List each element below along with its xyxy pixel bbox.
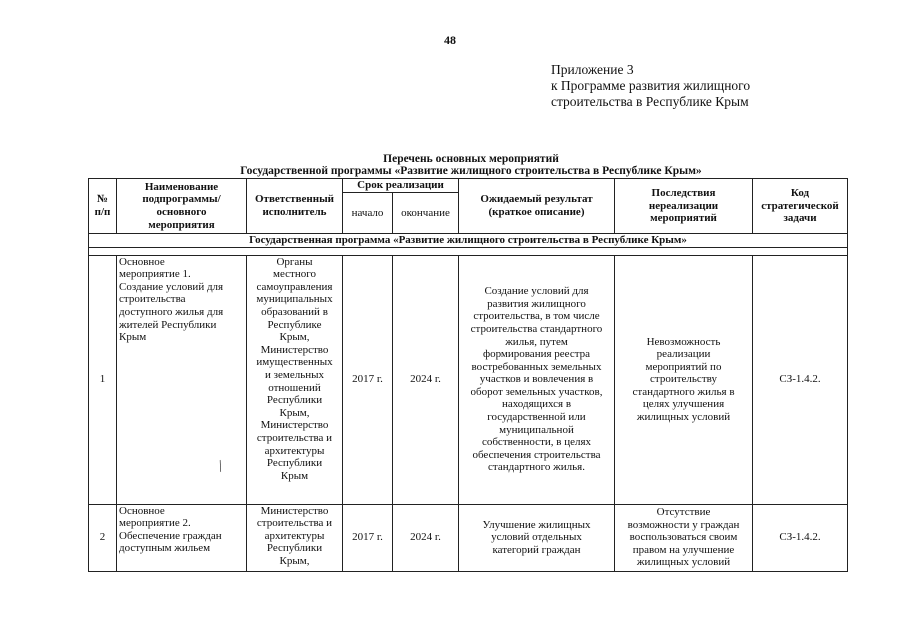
cell-line: и земельных <box>265 368 324 381</box>
cell-line: категорий граждан <box>492 543 581 556</box>
cell-line: Создание условий для <box>484 285 589 298</box>
cell-line: Крым, <box>279 406 310 419</box>
table-row <box>89 504 848 571</box>
cell-line: условий отдельных <box>491 531 582 544</box>
cell-line: жилищных условий <box>636 411 731 424</box>
row-result <box>459 255 615 504</box>
table-row <box>89 255 848 504</box>
section-title: Государственная программа «Развитие жилищного строительства в Республике Крым» <box>89 234 848 248</box>
cell-line: самоуправления <box>256 280 333 293</box>
header-num <box>89 179 117 234</box>
row-consequences <box>615 504 753 571</box>
header-period: Срок реализации <box>343 179 459 193</box>
row-consequences <box>615 255 753 504</box>
cell-line: задачи <box>783 212 817 225</box>
cell-line: Ответственный <box>254 193 335 206</box>
cell-line: Крым, <box>279 554 310 567</box>
cell-line: находящихся в <box>501 398 572 411</box>
cell-line: мероприятий по <box>645 360 722 373</box>
title-line-1: Перечень основных мероприятий <box>383 153 559 165</box>
row-num: 2 <box>89 504 117 571</box>
cell-line: Республики <box>266 394 323 407</box>
cell-line: Крым, <box>279 331 310 344</box>
row-start: 2017 г. <box>343 255 393 504</box>
cell-line: стратегической <box>761 199 839 212</box>
cell-line: Улучшение жилищных <box>482 518 591 531</box>
cell-line: основного <box>156 206 207 218</box>
cell-line: Основное <box>119 255 165 268</box>
cell-line: Код <box>790 187 810 200</box>
cell-line: обеспечения строительства <box>472 448 601 461</box>
cell-line: государственной или <box>487 411 586 424</box>
cell-line: участков и вовлечения в <box>479 373 594 386</box>
cell-line: п/п <box>94 206 111 218</box>
row-result <box>459 504 615 571</box>
cell-line: подпрограммы/ <box>142 193 221 206</box>
cell-line: исполнитель <box>262 206 327 218</box>
cell-line: доступным жильем <box>119 542 211 555</box>
cell-line: муниципальной <box>499 423 574 436</box>
header-end: окончание <box>393 193 459 234</box>
cell-line: Министерство <box>260 419 329 432</box>
row-end: 2024 г. <box>393 255 459 504</box>
cell-line: строительства, в том числе <box>473 310 600 323</box>
cell-line: востребованных земельных <box>471 360 602 373</box>
cell-line: Республики <box>266 542 323 555</box>
header-consequences <box>615 179 753 234</box>
cell-line: реализации <box>656 348 711 361</box>
cell-line: архитектуры <box>264 444 325 457</box>
cell-line: Республике <box>267 318 322 331</box>
header-executor <box>247 179 343 234</box>
cell-line: местного <box>273 268 316 281</box>
title-line-2: Государственной программы «Развитие жилищного строительства в Республике Крым» <box>240 165 702 177</box>
cell-line: возможности у граждан <box>627 518 740 531</box>
cell-line: стандартного жилья в <box>632 385 735 398</box>
spacer-cell <box>89 247 848 255</box>
cell-line: Отсутствие <box>656 506 711 519</box>
cell-line: Органы <box>276 255 313 268</box>
row-end: 2024 г. <box>393 504 459 571</box>
row-code: СЗ-1.4.2. <box>753 255 848 504</box>
cell-line: жилья, путем <box>505 335 568 348</box>
spacer-row <box>89 247 848 255</box>
cell-line: Невозможность <box>646 335 721 348</box>
cell-line: строительства и <box>256 517 333 530</box>
cell-line: строительства и <box>256 431 333 444</box>
cell-line: образований в <box>261 305 328 318</box>
row-executor <box>247 255 343 504</box>
header-code <box>753 179 848 234</box>
row-code: СЗ-1.4.2. <box>753 504 848 571</box>
header-start: начало <box>343 193 393 234</box>
appendix-line-3: строительства в Республике Крым <box>551 94 749 109</box>
row-num: 1 <box>89 255 117 504</box>
cell-line: мероприятия <box>148 218 215 231</box>
measures-table <box>88 178 848 572</box>
header-result <box>459 179 615 234</box>
header-row <box>89 179 848 193</box>
cell-line: доступного жилья для <box>119 305 224 318</box>
appendix-header <box>551 62 750 110</box>
pen-mark: ╱ <box>215 460 226 472</box>
cell-line: Министерство <box>260 343 329 356</box>
cell-line: Крым <box>280 469 309 482</box>
cell-line: отношений <box>268 381 321 394</box>
cell-line: Создание условий для <box>119 280 224 293</box>
cell-line: развития жилищного <box>487 297 586 310</box>
document-title <box>90 153 852 177</box>
cell-line: жителей Республики <box>119 318 217 331</box>
appendix-line-2: к Программе развития жилищного <box>551 78 751 93</box>
cell-line: Республики <box>266 457 323 470</box>
cell-line: формирования реестра <box>482 348 591 361</box>
cell-line: архитектуры <box>264 529 325 542</box>
cell-line: Ожидаемый результат <box>480 193 593 206</box>
section-row <box>89 234 848 248</box>
cell-line: собственности, в целях <box>481 436 592 449</box>
cell-line: Крым <box>119 331 147 344</box>
row-executor <box>247 504 343 571</box>
cell-line: стандартного жилья. <box>488 461 585 474</box>
header-name <box>117 179 247 234</box>
cell-line: муниципальных <box>256 293 333 306</box>
cell-line: нереализации <box>648 199 719 212</box>
row-name <box>117 255 247 504</box>
cell-line: целях улучшения <box>642 398 725 411</box>
cell-line: Обеспечение граждан <box>119 529 222 542</box>
cell-line: № <box>96 193 109 206</box>
cell-line: Основное <box>119 504 165 517</box>
cell-line: строительства стандартного <box>470 322 603 335</box>
cell-line: имущественных <box>256 356 333 369</box>
row-start: 2017 г. <box>343 504 393 571</box>
cell-line: мероприятий <box>650 212 717 225</box>
row-name <box>117 504 247 571</box>
cell-line: мероприятие 1. <box>119 268 191 281</box>
cell-line: строительству <box>650 373 717 386</box>
cell-line: мероприятие 2. <box>119 517 191 530</box>
cell-line: Наименование <box>144 180 219 193</box>
cell-line: правом на улучшение <box>632 543 735 556</box>
cell-line: жилищных условий <box>636 556 731 569</box>
cell-line: Последствия <box>651 187 716 200</box>
appendix-line-1: Приложение 3 <box>551 62 634 77</box>
cell-line: оборот земельных участков, <box>470 385 603 398</box>
cell-line: Министерство <box>260 504 329 517</box>
cell-line: воспользоваться своим <box>629 531 738 544</box>
cell-line: строительства <box>119 293 186 306</box>
page-number: 48 <box>444 33 456 47</box>
cell-line: (краткое описание) <box>488 206 585 218</box>
